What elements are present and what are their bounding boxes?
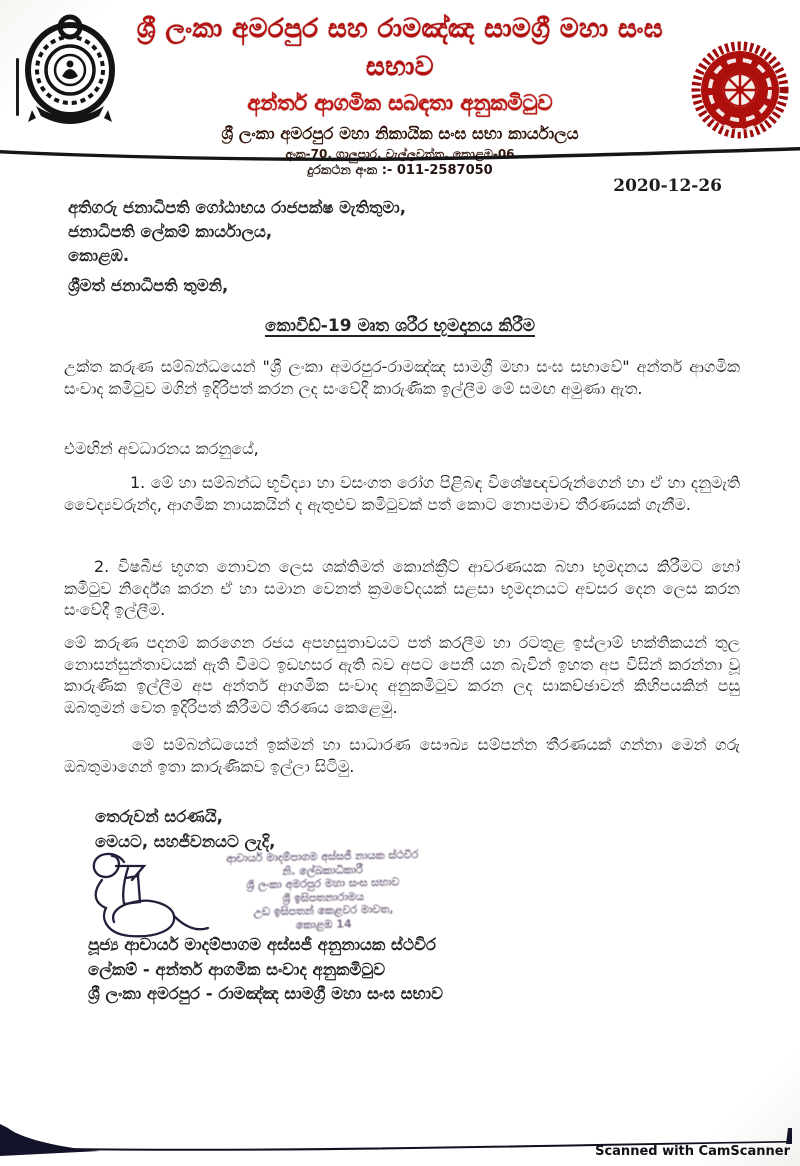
- paragraph-rationale: මේ කරුණ පදනම් කරගෙන රජය අපහසුතාවයට පත් කරලීම හා රටතුළ ඉස්ලාම් භක්තිකයන් තුල නොසන්සුන්තාවයක් ඇති වීමට ඉඩහසර ඇති බව අපට පෙනී යන බැවින් ඉහත අප විසින් කරන්නා වූ කාරුණික ඉල්ලීම අප අන්තර් ආගමික සංවාද අනුකමිටුව කරන ලද සාකච්ඡාවන් කිහිපයකින් පසු ඔබතුමන් වෙත ඉදිරිපත් කිරීමට තීරණය කෙළෙමු.: [64, 633, 740, 717]
- paragraph-intro: උක්ත කරුණ සම්බන්ධයෙන් "ශ්‍රී ලංකා අමරපුර-රාමඤ්ඤ සාමග්‍රී මහා සංඝ සභාවේ" අන්තර් ආගමික සංවාද කමිටුව මගින් ඉදිරිපත් කරන ලද සංවේදී කාරුණික ඉල්ලීම මේ සමඟ අමුණා ඇත.: [64, 357, 740, 398]
- salutation: ශ්‍රීමත් ජනාධිපති තුමනි,: [68, 276, 229, 295]
- organization-name: ශ්‍රී ලංකා අමරපුර සහ රාමඤ්ඤ සාමග්‍රී මහා සංඝ සභාව: [136, 14, 664, 82]
- dharma-wheel-seal-icon: [690, 34, 790, 146]
- stamp-line: ආචාර්ය මාදම්පාගම අස්සජී නායක ස්ථවිර: [226, 847, 419, 866]
- office-name: ශ්‍රී ලංකා අමරපුර මහා නිකායික සංඝ සභා කාර්යාලය: [221, 124, 579, 143]
- recipient-address: [68, 196, 406, 268]
- request-point-1: 1. මේ හා සම්බන්ධ භූවිද්‍යා හා වසංගත රෝග පිළිබඳ විශේෂඥවරුන්ගෙන් හා ඒ හා දනුමැති වෛද්‍යවරුන්ද, ආගමික නායකයින් ද ඇතුළුව කමිටුවක් පත් කොට නොපමාව තීරණයක් ගැනීම.: [64, 473, 740, 514]
- closing-line: මෙයට, සහජීවනයට ලැදි,: [95, 832, 276, 851]
- scan-artifact-mark: [16, 58, 19, 116]
- stamp-line: ශ්‍රී ඉසිපතනාරාමය: [282, 889, 365, 905]
- sangha-emblem-icon: [22, 14, 118, 132]
- recipient-line: අතිගරු ජනාධිපති ගෝඨාභය රාජපක්ෂ මැතිතුමා,: [68, 198, 406, 217]
- camscanner-watermark: Scanned with CamScanner: [595, 1144, 790, 1159]
- recipient-line: ජනාධිපති ලේකම් කාර්යාලය,: [68, 222, 273, 241]
- signatory-title: ලේකම් - අන්තර් ආගමික සංවාද අනුකමිටුව: [88, 959, 386, 979]
- office-phone: දුරකථන අංක :- 011-2587050: [307, 163, 493, 178]
- subject-line: [0, 316, 800, 336]
- committee-name: අන්තර් ආගමික සබඳතා අනුකමිටුව: [247, 91, 553, 115]
- stamp-line: උඩ ඉසිපතන් කෙළවර මාවත,: [253, 902, 394, 919]
- signatory-block: [88, 933, 443, 1007]
- letterhead: [0, 0, 800, 178]
- paragraph-lead-in: එමඟින් අවධාරනය කරනුයේ,: [64, 439, 259, 458]
- letterhead-divider-line: [0, 142, 800, 164]
- rubber-stamp-text: [167, 847, 479, 934]
- request-point-2: 2. විෂබීජ භූගත නොවන ලෙස ශක්තිමත් කොන්ක්‍රීට් ආවරණයක බහා භූමදනය කිරීමට හෝ කමිටුව නිර්දේශ කරන ඒ හා සමාන වෙනත් ක්‍රමවේදයක් සළසා භූමදනයට අවසර දෙන ලෙස කරන සංවේදී ඉල්ලීම.: [64, 557, 740, 619]
- office-address: අංක-70, ගාලුපාර, වැල්ලවත්ත, කොළඹ-06: [285, 147, 515, 161]
- paragraph-appeal: මේ සම්බන්ධයෙන් ඉක්මන් හා සාධාරණ සෞඛ්‍ය සම්පන්න තීරණයක් ගන්නා මෙන් ගරු ඔබතුමාගෙන් ඉතා කාරුණිකව ඉල්ලා සිටිමු.: [64, 735, 740, 776]
- signatory-name: පූජ්‍ය ආචාර්ය මාදම්පාගම අස්සජී අනුනායක ස්ථවිර: [88, 935, 436, 954]
- closing-line: තෙරුවන් සරණයි,: [95, 807, 223, 826]
- signatory-organization: ශ්‍රී ලංකා අමරපුර - රාමඤ්ඤ සාමග්‍රී මහා සංඝ සභාව: [88, 984, 443, 1003]
- stamp-line: නි. ලේඛකාධිකාරී: [282, 862, 363, 878]
- recipient-line: කොළඹ.: [68, 246, 130, 265]
- subject-text: කොවිඩ්-19 මෘත ශරීර භූමදානය කිරීම: [265, 316, 535, 336]
- letter-date: 2020-12-26: [613, 176, 722, 196]
- stamp-line: කොළඹ 14: [295, 916, 352, 932]
- stamp-line: ශ්‍රී ලංකා අමරපුර මහා සංඝ සභාව: [246, 875, 400, 892]
